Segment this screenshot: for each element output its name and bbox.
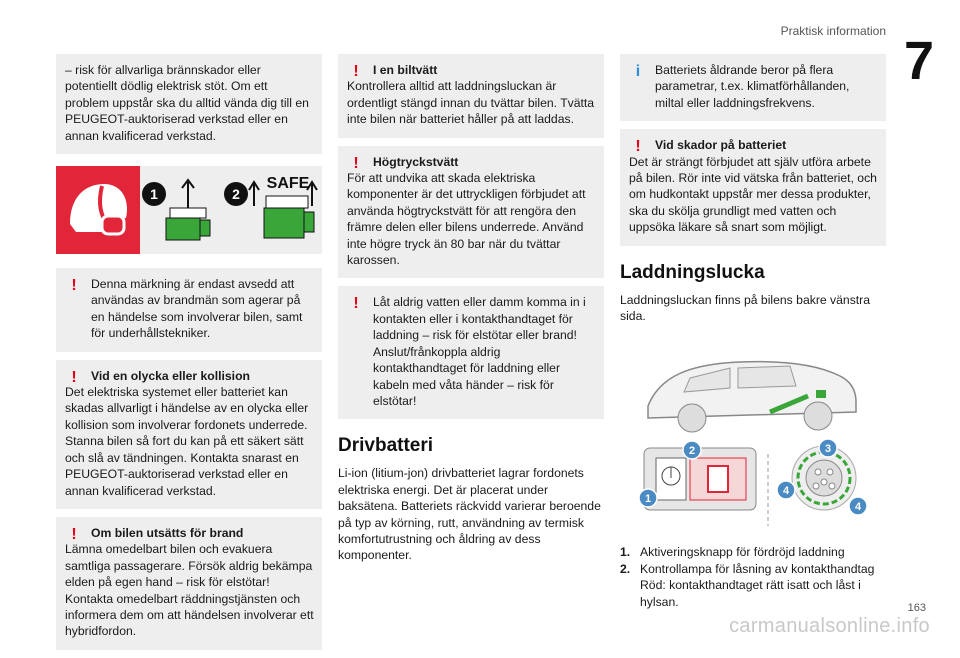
callout-2: 2 bbox=[688, 445, 696, 458]
warning-icon: ! bbox=[71, 525, 77, 543]
page-number: 163 bbox=[907, 602, 926, 614]
firefighter-marking-text: Denna märkning är endast avsedd att användas av brandmän som agerar på en händelse som involverar bilen, samt för underhållstekniker. bbox=[91, 277, 303, 341]
section-heading-laddningslucka: Laddningslucka bbox=[620, 261, 765, 283]
pressure-wash-title: Högtryckstvätt bbox=[373, 154, 459, 169]
warning-icon: ! bbox=[635, 138, 641, 156]
warning-icon: ! bbox=[71, 368, 77, 386]
accident-title: Vid en olycka eller kollision bbox=[91, 368, 250, 383]
accident-text: Det elektriska systemet eller batteriet kan skadas allvarligt i händelse av en olycka eller kollision som involverar fordonets underrede. Stanna bilen så fort du kan på ett säkert sätt och slå av tändningen. Kontakta snarast en PEUGEOT-auktoriserad verkstad eller en annan kvalificerad verkstad. bbox=[65, 385, 309, 498]
pressure-wash-text: För att undvika att skada elektriska komponenter är det uttryckligen förbjudet att använda högtryckstvätt för att rengöra den främre delen eller bilens underrede. Använd inte högre tryck än 80 bar när du tvättar karossen. bbox=[347, 171, 586, 268]
watermark: carmanualsonline.info bbox=[729, 615, 930, 637]
charging-flap-illustration bbox=[620, 336, 886, 534]
warning-icon: ! bbox=[71, 277, 77, 295]
intro-box bbox=[56, 54, 322, 154]
battery-damage-warning bbox=[620, 129, 886, 245]
accident-warning bbox=[56, 360, 322, 509]
firefighter-helmet-icon bbox=[56, 166, 140, 254]
list-item: 2. Kontrollampa för låsning av kontakthandtag Röd: kontakthandtaget rätt isatt och låst i hylsan. bbox=[620, 561, 875, 609]
battery-ageing-text: Batteriets åldrande beror på flera parametrar, t.ex. klimatförhållanden, miltal eller laddningsfrekvens. bbox=[655, 63, 850, 110]
warning-icon: ! bbox=[353, 154, 359, 172]
firefighter-illustration bbox=[56, 166, 322, 254]
intro-text: – risk för allvarliga brännskador eller potentiellt dödlig elektrisk stöt. Om ett problem uppstår ska du alltid vända dig till en PEUGEOT-auktoriserad verkstad eller en annan kvalificerad verkstad. bbox=[65, 63, 309, 143]
car-wash-text: Kontrollera alltid att laddningsluckan är ordentligt stängd innan du tvättar bilen. Tvätta inte bilen när batteriet håller på att laddas. bbox=[347, 79, 595, 127]
drivbatteri-text: Li-ion (litium-jon) drivbatteriet lagrar fordonets elektriska energi. Det är placerat under baksätena. Batteriets räckvidd varierar beroende på typ av körning, rutt, användning av termisk komfortutrustning och åldring av dess komponenter. bbox=[338, 466, 601, 563]
warning-icon: ! bbox=[353, 295, 359, 313]
column-3 bbox=[620, 54, 886, 610]
battery-damage-text: Det är strängt förbjudet att själv utföra arbete på bilen. Rör inte vid vätska från batteriet, och om hudkontakt uppstår mer dessa produkter, ska du skölja grundligt med vatten och uppsöka läkare så snart som möjligt. bbox=[629, 154, 877, 235]
safe-label: SAFE bbox=[266, 175, 310, 193]
chapter-number: 7 bbox=[903, 31, 934, 91]
car-wash-warning bbox=[338, 54, 604, 138]
charging-flap-diagram bbox=[620, 336, 886, 534]
callout-3: 3 bbox=[824, 443, 832, 456]
battery-damage-title: Vid skador på batteriet bbox=[655, 138, 787, 153]
info-icon: i bbox=[635, 63, 641, 80]
callout-4-left: 4 bbox=[782, 485, 790, 498]
section-heading-drivbatteri: Drivbatteri bbox=[338, 435, 434, 457]
legend-list bbox=[620, 544, 886, 610]
pressure-wash-warning bbox=[338, 146, 604, 279]
car-wash-title: I en biltvätt bbox=[373, 63, 438, 77]
water-dust-text: Låt aldrig vatten eller damm komma in i kontakten eller i kontakthandtaget för laddning – risk för elstötar eller brand! Anslut/frånkoppla aldrig kontakthandtaget för laddning eller kabeln med våta händer – risk för elstötar! bbox=[373, 295, 586, 408]
laddningslucka-text: Laddningsluckan finns på bilens bakre vänstra sida. bbox=[620, 292, 871, 324]
fire-text: Lämna omedelbart bilen och evakuera samtliga passagerare. Försök aldrig bekämpa elden på egen hand – risk för elstötar! Kontakta omedelbart räddningstjänsten och informera dem om att händelsen involverar ett hybridfordon. bbox=[65, 542, 314, 639]
callout-1: 1 bbox=[644, 493, 652, 506]
fire-title: Om bilen utsätts för brand bbox=[91, 525, 244, 540]
column-2 bbox=[338, 54, 604, 564]
callout-4-right: 4 bbox=[854, 501, 862, 514]
firefighter-panel bbox=[56, 166, 140, 254]
step-1-label: 1 bbox=[150, 186, 158, 203]
list-item: 1. Aktiveringsknapp för fördröjd laddning bbox=[620, 545, 845, 560]
column-1 bbox=[56, 54, 322, 658]
plug-diagram bbox=[140, 166, 322, 254]
firefighter-marking-warning bbox=[56, 268, 322, 352]
header-title: Praktisk information bbox=[780, 24, 886, 38]
warning-icon: ! bbox=[353, 63, 359, 80]
water-dust-warning bbox=[338, 286, 604, 419]
fire-warning bbox=[56, 517, 322, 650]
battery-ageing-info bbox=[620, 54, 886, 121]
step-2-label: 2 bbox=[232, 186, 240, 203]
